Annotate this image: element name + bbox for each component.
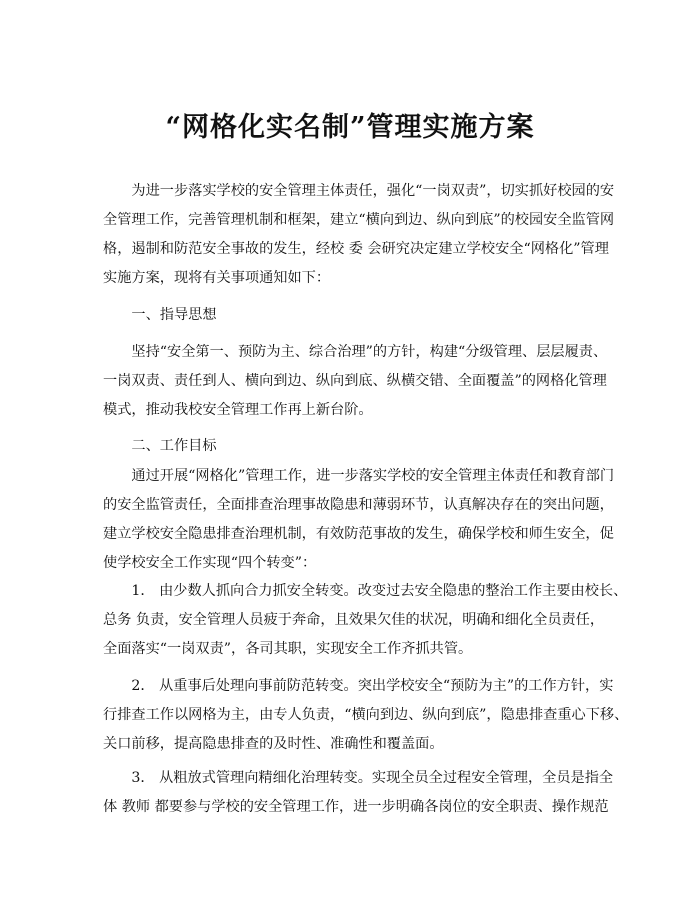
numbered-item-1 — [103, 577, 628, 664]
numbered-item-3 — [103, 764, 614, 822]
text-line: 3． 从粗放式管理向精细化治理转变。实现全员全过程安全管理，全员是指全 — [103, 770, 614, 786]
text-line: 全面落实“一岗双责”，各司其职，实现安全工作齐抓共管。 — [103, 641, 473, 657]
numbered-item-2 — [103, 672, 629, 759]
text-line: 坚持“安全第一、预防为主、综合治理”的方针，构建“分级管理、层层履责、 — [103, 344, 608, 360]
intro-paragraph — [103, 177, 615, 293]
text-line: 建立学校安全隐患排查治理机制，有效防范事故的发生，确保学校和师生安全，促 — [103, 526, 614, 542]
text-line: 关口前移，提高隐患排查的及时性、准确性和覆盖面。 — [103, 736, 444, 752]
text-line: 的安全监管责任，全面排查治理事故隐患和薄弱环节，认真解决存在的突出问题， — [103, 497, 614, 513]
document-title: “网格化实名制”管理实施方案 — [165, 112, 535, 143]
text-line: 行排查工作以网格为主，由专人负责，“横向到边、纵向到底”，隐患排查重心下移、 — [103, 707, 629, 723]
text-line: 实施方案，现将有关事项通知如下： — [103, 270, 331, 286]
section-heading-guiding-ideology: 一、指导思想 — [103, 307, 217, 323]
text-line: 格，遏制和防范安全事故的发生，经校 委 会研究决定建立学校安全“网格化”管理 — [103, 241, 609, 257]
text-line: 全管理工作，完善管理机制和框架，建立“横向到边、纵向到底”的校园安全监管网 — [103, 212, 615, 228]
text-line: 总务 负责，安全管理人员疲于奔命，且效果欠佳的状况，明确和细化全员责任， — [103, 612, 605, 628]
text-line: 为进一步落实学校的安全管理主体责任，强化“一岗双责”，切实抓好校园的安 — [103, 183, 615, 199]
work-goals-paragraph — [103, 462, 615, 578]
text-line: 1． 由少数人抓向合力抓安全转变。改变过去安全隐患的整治工作主要由校长、 — [103, 583, 628, 599]
text-line: 体 教师 都要参与学校的安全管理工作，进一步明确各岗位的安全职责、操作规范 — [103, 799, 609, 815]
text-line: 使学校安全工作实现“四个转变”： — [103, 555, 317, 571]
guiding-ideology-paragraph — [103, 338, 608, 425]
text-line: 通过开展“网格化”管理工作，进一步落实学校的安全管理主体责任和教育部门 — [103, 468, 615, 484]
text-line: 2． 从重事后处理向事前防范转变。突出学校安全“预防为主”的工作方针，实 — [103, 678, 614, 694]
text-line: 模式，推动我校安全管理工作再上新台阶。 — [103, 402, 373, 418]
section-heading-work-goals: 二、工作目标 — [103, 438, 217, 454]
text-line: 一岗双责、责任到人、横向到边、纵向到底、纵横交错、全面覆盖”的网格化管理 — [103, 373, 607, 389]
